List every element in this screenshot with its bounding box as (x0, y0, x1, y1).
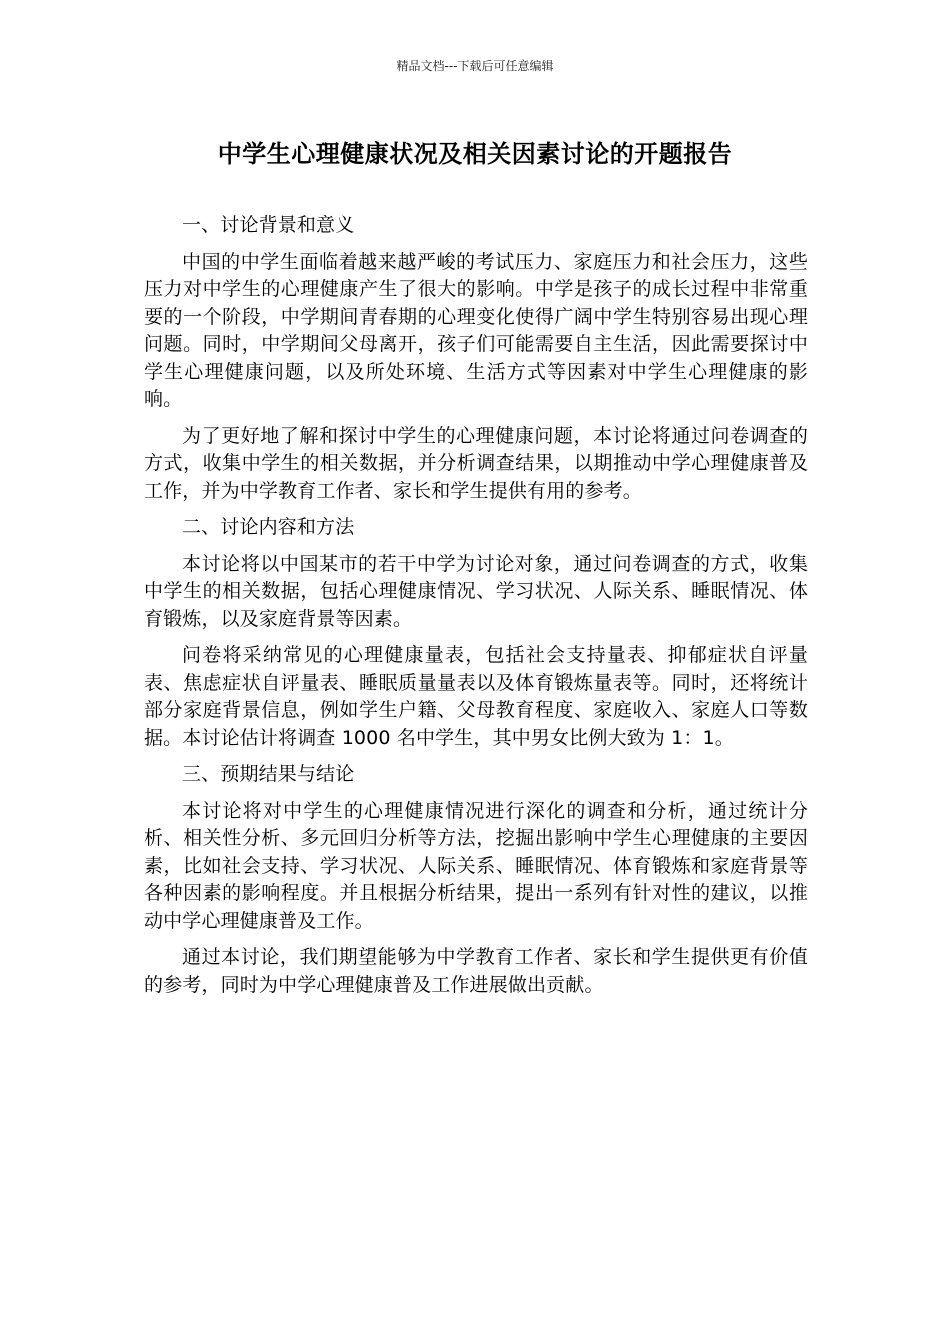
paragraph: 本讨论将以中国某市的若干中学为讨论对象，通过问卷调查的方式，收集中学生的相关数据，包括心理健康情况、学习状况、人际关系、睡眠情况、体育锻炼，以及家庭背景等因素。 (144, 552, 808, 630)
paragraph: 通过本讨论，我们期望能够为中学教育工作者、家长和学生提供更有价值的参考，同时为中学心理健康普及工作进展做出贡献。 (144, 946, 808, 996)
paragraph: 本讨论将对中学生的心理健康情况进行深化的调查和分析，通过统计分析、相关性分析、多元回归分析等方法，挖掘出影响中学生心理健康的主要因素，比如社会支持、学习状况、人际关系、睡眠情况、体育锻炼和家庭背景等各种因素的影响程度。并且根据分析结果，提出一系列有针对性的建议，以推动中学心理健康普及工作。 (144, 799, 808, 932)
section-heading-results: 三、预期结果与结论 (182, 763, 355, 785)
paragraph: 中国的中学生面临着越来越严峻的考试压力、家庭压力和社会压力，这些压力对中学生的心理健康产生了很大的影响。中学是孩子的成长过程中非常重要的一个阶段，中学期间青春期的心理变化使得广阔中学生特别容易出现心理问题。同时，中学期间父母离开，孩子们可能需要自主生活，因此需要探讨中学生心理健康问题，以及所处环境、生活方式等因素对中学生心理健康的影响。 (144, 250, 808, 410)
paragraph: 为了更好地了解和探讨中学生的心理健康问题，本讨论将通过问卷调查的方式，收集中学生的相关数据，并分析调查结果，以期推动中学心理健康普及工作，并为中学教育工作者、家长和学生提供有用的参考。 (144, 424, 808, 502)
document-title: 中学生心理健康状况及相关因素讨论的开题报告 (217, 140, 733, 168)
section-heading-methods: 二、讨论内容和方法 (182, 516, 355, 538)
paragraph: 问卷将采纳常见的心理健康量表，包括社会支持量表、抑郁症状自评量表、焦虑症状自评量表、睡眠质量量表以及体育锻炼量表等。同时，还将统计部分家庭背景信息，例如学生户籍、父母教育程度、家庭收入、家庭人口等数据。本讨论估计将调查 1000 名中学生，其中男女比例大致为 1：1。 (144, 644, 808, 749)
document-body (144, 212, 808, 1008)
section-heading-background: 一、讨论背景和意义 (182, 214, 355, 236)
header-note: 精品文档---下载后可任意编辑 (396, 59, 554, 73)
